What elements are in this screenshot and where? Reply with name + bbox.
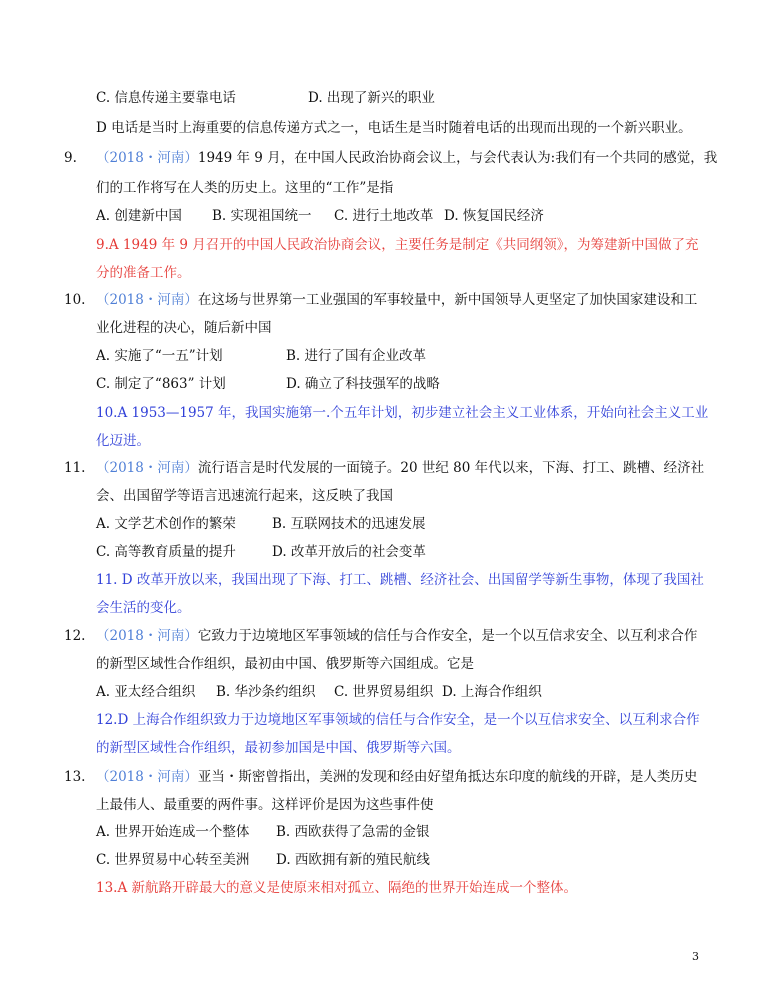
q12-number: 12. — [64, 628, 86, 644]
q13-stem-line-2: 上最伟人、最重要的两件事。这样评价是因为这些事件使 — [96, 797, 434, 813]
q13-option-b: B. 西欧获得了急需的金银 — [276, 824, 430, 840]
q13-option-c: C. 世界贸易中心转至美洲 — [96, 852, 250, 868]
q11-option-d: D. 改革开放后的社会变革 — [272, 544, 426, 560]
q9-stem-line-2: 们的工作将写在人类的历史上。这里的“工作”是指 — [96, 180, 394, 196]
q13-stem-line-1 — [96, 767, 697, 787]
q12-stem-text-1: 它致力于边境地区军事领域的信任与合作安全，是一个以互信求安全、以互利求合作 — [197, 628, 698, 644]
page-number: 3 — [692, 950, 699, 963]
q13-source: （2018・河南） — [96, 769, 198, 785]
q10-answer-line-2: 化迈进。 — [96, 433, 150, 449]
q12-source: （2018・河南） — [96, 628, 198, 644]
q9-option-d: D. 恢复国民经济 — [444, 208, 544, 224]
q12-option-a: A. 亚太经合组织 — [96, 684, 196, 700]
q13-option-d: D. 西欧拥有新的殖民航线 — [276, 852, 430, 868]
q11-stem-text-1: 流行语言是时代发展的一面镜子。20 世纪 80 年代以来，下海、打工、跳槽、经济社 — [197, 460, 705, 476]
q9-option-c: C. 进行土地改革 — [334, 208, 434, 224]
q11-option-a: A. 文学艺术创作的繁荣 — [96, 516, 236, 532]
q11-number: 11. — [64, 460, 86, 476]
q10-stem-text-1: 在这场与世界第一工业强国的军事较量中，新中国领导人更坚定了加快国家建设和工 — [197, 292, 698, 308]
q10-option-d: D. 确立了科技强军的战略 — [286, 376, 440, 392]
q11-answer-line-1: 11. D 改革开放以来，我国出现了下海、打工、跳槽、经济社会、出国留学等新生事物，体现了我国社 — [96, 572, 704, 588]
q12-stem-line-1 — [96, 626, 697, 646]
q10-stem-line-1 — [96, 290, 697, 310]
q10-option-b: B. 进行了国有企业改革 — [286, 348, 427, 364]
q11-option-b: B. 互联网技术的迅速发展 — [272, 516, 426, 532]
q8-answer: D 电话是当时上海重要的信息传递方式之一，电话生是当时随着电话的出现而出现的一个新兴职业。 — [96, 120, 692, 136]
q10-source: （2018・河南） — [96, 292, 198, 308]
q12-option-c: C. 世界贸易组织 — [334, 684, 434, 700]
q13-stem-text-1: 亚当・斯密曾指出，美洲的发现和经由好望角抵达东印度的航线的开辟，是人类历史 — [197, 769, 698, 785]
q9-option-b: B. 实现祖国统一 — [212, 208, 312, 224]
q10-answer-line-1: 10.A 1953—1957 年，我国实施第一.个五年计划，初步建立社会主义工业体系，开始向社会主义工业 — [96, 405, 709, 421]
q11-stem-line-2: 会、出国留学等语言迅速流行起来，这反映了我国 — [96, 488, 393, 504]
q11-answer-line-2: 会生活的变化。 — [96, 600, 191, 616]
q9-answer-line-2: 分的准备工作。 — [96, 265, 191, 281]
q11-stem-line-1 — [96, 458, 704, 478]
q13-answer: 13.A 新航路开辟最大的意义是使原来相对孤立、隔绝的世界开始连成一个整体。 — [96, 880, 578, 896]
q9-stem-text-1: 1949 年 9 月，在中国人民政治协商会议上，与会代表认为:我们有一个共同的感觉，我 — [197, 150, 718, 166]
q12-answer-line-2: 的新型区域性合作组织，最初参加国是中国、俄罗斯等六国。 — [96, 740, 461, 756]
q9-source: （2018・河南） — [96, 150, 198, 166]
q8-option-c: C. 信息传递主要靠电话 — [96, 90, 236, 106]
q13-number: 13. — [64, 769, 86, 785]
q10-option-c: C. 制定了“863” 计划 — [96, 376, 226, 392]
q9-number: 9. — [64, 150, 77, 166]
q10-option-a: A. 实施了“一五”计划 — [96, 348, 223, 364]
q11-source: （2018・河南） — [96, 460, 198, 476]
q11-option-c: C. 高等教育质量的提升 — [96, 544, 236, 560]
q9-answer-line-1: 9.A 1949 年 9 月召开的中国人民政治协商会议，主要任务是制定《共同纲领》，为筹建新中国做了充 — [96, 237, 699, 253]
q12-answer-line-1: 12.D 上海合作组织致力于边境地区军事领域的信任与合作安全，是一个以互信求安全、以互利求合作 — [96, 712, 700, 728]
q10-number: 10. — [64, 292, 86, 308]
q9-stem-line-1 — [96, 148, 717, 168]
q12-stem-line-2: 的新型区域性合作组织，最初由中国、俄罗斯等六国组成。它是 — [96, 656, 474, 672]
q13-option-a: A. 世界开始连成一个整体 — [96, 824, 250, 840]
q12-option-b: B. 华沙条约组织 — [216, 684, 316, 700]
q10-stem-line-2: 业化进程的决心，随后新中国 — [96, 320, 272, 336]
q9-option-a: A. 创建新中国 — [96, 208, 182, 224]
q12-option-d: D. 上海合作组织 — [442, 684, 542, 700]
q8-option-d: D. 出现了新兴的职业 — [308, 90, 435, 106]
